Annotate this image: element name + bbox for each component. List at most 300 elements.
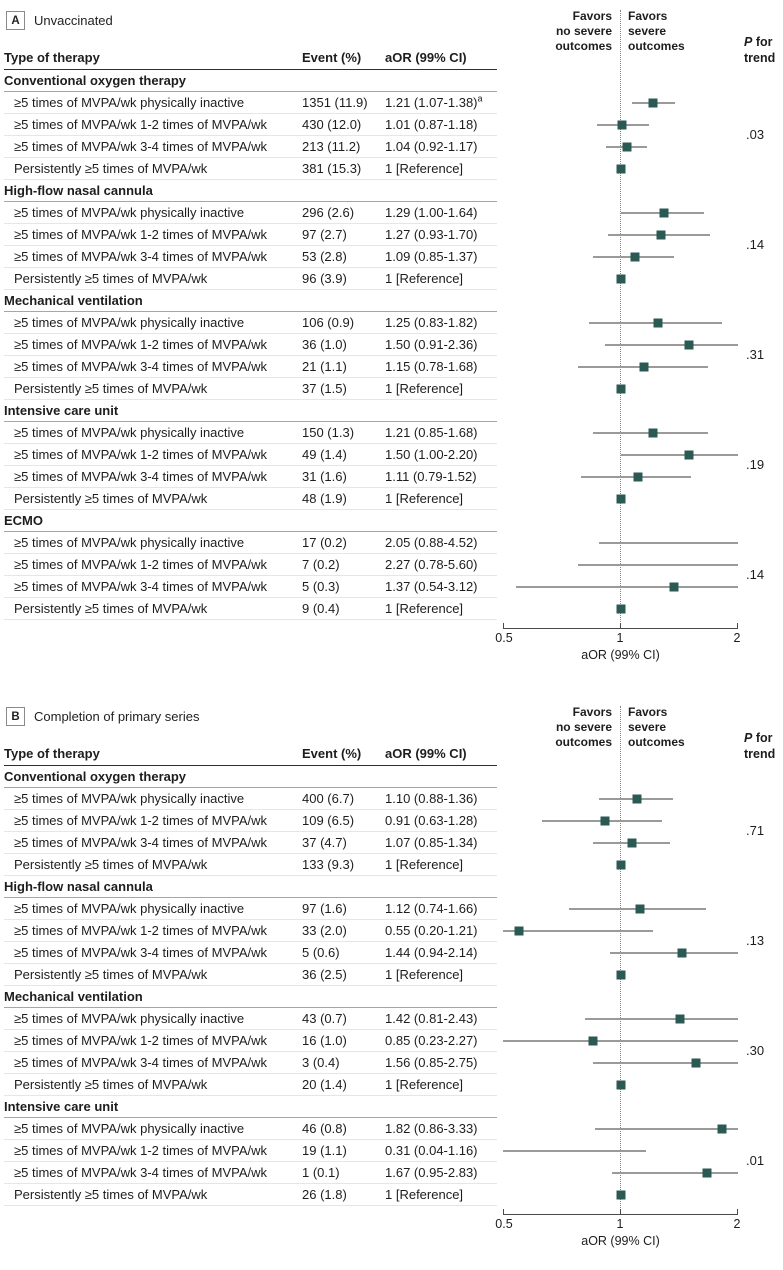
favors-right-line3: outcomes xyxy=(628,39,685,53)
therapy-group-header: Mechanical ventilation xyxy=(4,290,497,312)
forest-row-plot xyxy=(503,356,738,378)
row-event-value: 37 (1.5) xyxy=(302,381,347,396)
row-aor-value: 1.11 (0.79-1.52) xyxy=(385,469,477,484)
point-estimate-marker xyxy=(678,949,687,958)
forest-row-plot xyxy=(503,268,738,290)
row-aor-value: 1.50 (0.91-2.36) xyxy=(385,337,478,352)
row-aor-value: 1.09 (0.85-1.37) xyxy=(385,249,478,264)
row-table-cells xyxy=(4,1184,497,1206)
row-label: ≥5 times of MVPA/wk 1-2 times of MVPA/wk xyxy=(14,923,267,938)
forest-row-plot xyxy=(503,92,738,114)
row-label: Persistently ≥5 times of MVPA/wk xyxy=(14,161,208,176)
point-estimate-marker xyxy=(616,861,625,870)
row-label: ≥5 times of MVPA/wk 3-4 times of MVPA/wk xyxy=(14,139,267,154)
column-header-aor: aOR (99% CI) xyxy=(385,50,467,65)
row-event-value: 97 (2.7) xyxy=(302,227,347,242)
row-table-cells xyxy=(4,1030,497,1052)
column-header-event: Event (%) xyxy=(302,746,362,761)
row-aor-value: 1.07 (0.85-1.34) xyxy=(385,835,478,850)
favors-right-line2: severe xyxy=(628,24,667,38)
therapy-group-header: Intensive care unit xyxy=(4,400,497,422)
row-event-value: 36 (2.5) xyxy=(302,967,347,982)
favors-left-line1: Favors xyxy=(572,9,612,23)
row-aor-value: 2.05 (0.88-4.52) xyxy=(385,535,478,550)
row-aor-value: 0.91 (0.63-1.28) xyxy=(385,813,478,828)
favors-right-line2: severe xyxy=(628,720,667,734)
table-row xyxy=(4,1052,783,1074)
row-label: ≥5 times of MVPA/wk 3-4 times of MVPA/wk xyxy=(14,359,267,374)
row-label: Persistently ≥5 times of MVPA/wk xyxy=(14,1077,208,1092)
column-headers xyxy=(4,50,497,70)
table-row xyxy=(4,942,783,964)
point-estimate-marker xyxy=(600,817,609,826)
row-table-cells xyxy=(4,1074,497,1096)
row-label: Persistently ≥5 times of MVPA/wk xyxy=(14,381,208,396)
row-table-cells xyxy=(4,312,497,334)
p-italic: P xyxy=(744,34,753,49)
point-estimate-marker xyxy=(685,451,694,460)
panel-a xyxy=(4,6,783,668)
therapy-group xyxy=(4,876,783,986)
table-row xyxy=(4,854,783,876)
table-row xyxy=(4,466,783,488)
row-label: ≥5 times of MVPA/wk physically inactive xyxy=(14,1011,245,1026)
point-estimate-marker xyxy=(588,1037,597,1046)
column-header-therapy: Type of therapy xyxy=(4,746,100,761)
confidence-interval-line xyxy=(605,344,738,346)
favors-right-line1: Favors xyxy=(628,9,668,23)
favors-left-line3: outcomes xyxy=(555,39,612,53)
favors-severe-label xyxy=(628,705,685,750)
p-for-trend-value: .30 xyxy=(746,1043,765,1058)
row-event-value: 43 (0.7) xyxy=(302,1011,347,1026)
forest-row-plot xyxy=(503,202,738,224)
row-aor-value: 1.01 (0.87-1.18) xyxy=(385,117,478,132)
row-label: ≥5 times of MVPA/wk physically inactive xyxy=(14,315,245,330)
row-label: ≥5 times of MVPA/wk 1-2 times of MVPA/wk xyxy=(14,557,267,572)
table-row xyxy=(4,1030,783,1052)
confidence-interval-line xyxy=(593,1062,738,1064)
table-row xyxy=(4,312,783,334)
column-header-aor: aOR (99% CI) xyxy=(385,746,467,761)
forest-row-plot xyxy=(503,532,738,554)
p-for-trend-value: .31 xyxy=(746,347,765,362)
footnote-superscript: a xyxy=(477,93,483,104)
row-table-cells xyxy=(4,136,497,158)
therapy-group xyxy=(4,510,783,620)
favors-left-line2: no severe xyxy=(555,720,612,734)
row-table-cells xyxy=(4,246,497,268)
therapy-group xyxy=(4,180,783,290)
p-italic: P xyxy=(744,730,753,745)
row-aor-value: 1.27 (0.93-1.70) xyxy=(385,227,478,242)
confidence-interval-line xyxy=(585,1018,738,1020)
row-aor-value: 1 [Reference] xyxy=(385,491,464,506)
panel-title-text: Unvaccinated xyxy=(34,13,113,28)
point-estimate-marker xyxy=(648,429,657,438)
row-table-cells xyxy=(4,598,497,620)
row-table-cells xyxy=(4,554,497,576)
x-axis-title: aOR (99% CI) xyxy=(581,648,660,662)
point-estimate-marker xyxy=(616,275,625,284)
confidence-interval-line xyxy=(612,1172,738,1174)
row-table-cells xyxy=(4,920,497,942)
row-event-value: 133 (9.3) xyxy=(302,857,355,872)
forest-row-plot xyxy=(503,854,738,876)
row-table-cells xyxy=(4,832,497,854)
row-event-value: 7 (0.2) xyxy=(302,557,340,572)
row-event-value: 37 (4.7) xyxy=(302,835,347,850)
row-event-value: 31 (1.6) xyxy=(302,469,347,484)
row-label: ≥5 times of MVPA/wk physically inactive xyxy=(14,901,245,916)
table-row xyxy=(4,334,783,356)
panel-title-text: Completion of primary series xyxy=(34,709,200,724)
row-event-value: 96 (3.9) xyxy=(302,271,347,286)
row-label: ≥5 times of MVPA/wk 3-4 times of MVPA/wk xyxy=(14,469,267,484)
row-event-value: 16 (1.0) xyxy=(302,1033,347,1048)
table-row xyxy=(4,554,783,576)
row-table-cells xyxy=(4,114,497,136)
point-estimate-marker xyxy=(685,341,694,350)
p-for-trend-value: .19 xyxy=(746,457,765,472)
row-table-cells xyxy=(4,532,497,554)
confidence-interval-line xyxy=(503,1150,646,1152)
row-table-cells xyxy=(4,92,497,114)
forest-row-plot xyxy=(503,114,738,136)
row-aor-value: 1 [Reference] xyxy=(385,967,464,982)
x-axis xyxy=(495,622,741,668)
row-label: ≥5 times of MVPA/wk 1-2 times of MVPA/wk xyxy=(14,1033,267,1048)
x-axis-tick xyxy=(620,623,621,628)
row-table-cells xyxy=(4,466,497,488)
table-row xyxy=(4,444,783,466)
row-event-value: 53 (2.8) xyxy=(302,249,347,264)
table-row xyxy=(4,810,783,832)
point-estimate-marker xyxy=(631,253,640,262)
row-label: ≥5 times of MVPA/wk 3-4 times of MVPA/wk xyxy=(14,249,267,264)
x-axis-tick xyxy=(620,1209,621,1214)
row-aor-value: 1 [Reference] xyxy=(385,601,464,616)
row-label: ≥5 times of MVPA/wk physically inactive xyxy=(14,425,245,440)
forest-row-plot xyxy=(503,964,738,986)
row-event-value: 109 (6.5) xyxy=(302,813,355,828)
p-for-trend-header xyxy=(744,730,775,767)
x-axis-line xyxy=(503,1214,738,1215)
table-row xyxy=(4,268,783,290)
forest-row-plot xyxy=(503,1118,738,1140)
row-label: ≥5 times of MVPA/wk physically inactive xyxy=(14,791,245,806)
forest-row-plot xyxy=(503,1140,738,1162)
row-aor-value: 2.27 (0.78-5.60) xyxy=(385,557,478,572)
table-row xyxy=(4,1162,783,1184)
therapy-group xyxy=(4,290,783,400)
row-label: ≥5 times of MVPA/wk physically inactive xyxy=(14,1121,245,1136)
row-aor-value: 0.85 (0.23-2.27) xyxy=(385,1033,478,1048)
row-table-cells xyxy=(4,334,497,356)
row-table-cells xyxy=(4,202,497,224)
point-estimate-marker xyxy=(616,971,625,980)
point-estimate-marker xyxy=(616,165,625,174)
row-aor-value: 1.67 (0.95-2.83) xyxy=(385,1165,478,1180)
row-label: Persistently ≥5 times of MVPA/wk xyxy=(14,857,208,872)
p-rest: for xyxy=(752,730,773,745)
row-aor-value: 1.37 (0.54-3.12) xyxy=(385,579,478,594)
favors-left-line3: outcomes xyxy=(555,735,612,749)
row-table-cells xyxy=(4,788,497,810)
point-estimate-marker xyxy=(718,1125,727,1134)
therapy-group-header: High-flow nasal cannula xyxy=(4,876,497,898)
row-label: Persistently ≥5 times of MVPA/wk xyxy=(14,271,208,286)
x-tick-label: 0.5 xyxy=(495,631,513,645)
table-row xyxy=(4,246,783,268)
row-label: Persistently ≥5 times of MVPA/wk xyxy=(14,1187,208,1202)
row-aor-value: 0.55 (0.20-1.21) xyxy=(385,923,478,938)
favors-left-line1: Favors xyxy=(572,705,612,719)
table-row xyxy=(4,1118,783,1140)
row-table-cells xyxy=(4,1140,497,1162)
p-rest: for xyxy=(752,34,773,49)
point-estimate-marker xyxy=(515,927,524,936)
point-estimate-marker xyxy=(640,363,649,372)
table-row xyxy=(4,598,783,620)
row-table-cells xyxy=(4,942,497,964)
row-table-cells xyxy=(4,422,497,444)
table-row xyxy=(4,964,783,986)
point-estimate-marker xyxy=(669,583,678,592)
table-row xyxy=(4,1140,783,1162)
row-table-cells xyxy=(4,1008,497,1030)
row-aor-value: 1.21 (0.85-1.68) xyxy=(385,425,478,440)
forest-row-plot xyxy=(503,334,738,356)
row-event-value: 430 (12.0) xyxy=(302,117,362,132)
therapy-group xyxy=(4,70,783,180)
row-event-value: 9 (0.4) xyxy=(302,601,340,616)
x-axis-tick xyxy=(503,1209,504,1214)
column-header-event: Event (%) xyxy=(302,50,362,65)
therapy-group-header: Intensive care unit xyxy=(4,1096,497,1118)
panel-b xyxy=(4,702,783,1254)
forest-row-plot xyxy=(503,136,738,158)
row-aor-value: 1.50 (1.00-2.20) xyxy=(385,447,478,462)
confidence-interval-line xyxy=(503,930,653,932)
row-aor-value: 1.29 (1.00-1.64) xyxy=(385,205,478,220)
forest-row-plot xyxy=(503,598,738,620)
row-aor-value: 1.21 $(1.07-1.38)^a$ xyxy=(385,93,483,110)
row-table-cells xyxy=(4,158,497,180)
forest-row-plot xyxy=(503,554,738,576)
row-event-value: 20 (1.4) xyxy=(302,1077,347,1092)
table-row xyxy=(4,1184,783,1206)
row-table-cells xyxy=(4,810,497,832)
forest-row-plot xyxy=(503,466,738,488)
row-event-value: 26 (1.8) xyxy=(302,1187,347,1202)
forest-row-plot xyxy=(503,1162,738,1184)
row-aor-value: 1 [Reference] xyxy=(385,857,464,872)
row-aor-value: 1 [Reference] xyxy=(385,161,464,176)
x-axis xyxy=(495,1208,741,1254)
point-estimate-marker xyxy=(627,839,636,848)
table-row xyxy=(4,92,783,114)
favors-right-line1: Favors xyxy=(628,705,668,719)
row-event-value: 150 (1.3) xyxy=(302,425,355,440)
row-label: ≥5 times of MVPA/wk physically inactive xyxy=(14,95,245,110)
panel-letter-badge: A xyxy=(6,11,25,30)
row-label: ≥5 times of MVPA/wk 1-2 times of MVPA/wk xyxy=(14,1143,267,1158)
x-tick-label: 0.5 xyxy=(495,1217,513,1231)
panel-title xyxy=(6,707,199,726)
table-row xyxy=(4,114,783,136)
panel-title xyxy=(6,11,113,30)
point-estimate-marker xyxy=(654,319,663,328)
therapy-group-header: Mechanical ventilation xyxy=(4,986,497,1008)
row-event-value: 1351 (11.9) xyxy=(302,95,368,110)
favors-no-severe-label xyxy=(503,9,612,54)
row-table-cells xyxy=(4,1052,497,1074)
table-row xyxy=(4,576,783,598)
row-table-cells xyxy=(4,444,497,466)
panel-b-head xyxy=(4,702,783,766)
p-for-trend-header xyxy=(744,34,775,71)
p-line2: trend xyxy=(744,50,776,65)
point-estimate-marker xyxy=(616,1191,625,1200)
x-tick-label: 2 xyxy=(733,631,741,645)
forest-row-plot xyxy=(503,810,738,832)
row-label: ≥5 times of MVPA/wk 1-2 times of MVPA/wk xyxy=(14,117,267,132)
row-event-value: 33 (2.0) xyxy=(302,923,347,938)
row-label: ≥5 times of MVPA/wk 1-2 times of MVPA/wk xyxy=(14,227,267,242)
point-estimate-marker xyxy=(623,143,632,152)
table-row xyxy=(4,136,783,158)
therapy-group xyxy=(4,1096,783,1206)
row-event-value: 97 (1.6) xyxy=(302,901,347,916)
table-row xyxy=(4,832,783,854)
forest-row-plot xyxy=(503,832,738,854)
row-event-value: 19 (1.1) xyxy=(302,1143,347,1158)
row-event-value: 48 (1.9) xyxy=(302,491,347,506)
x-axis-title: aOR (99% CI) xyxy=(581,1234,660,1248)
therapy-group xyxy=(4,766,783,876)
panel-letter-badge: B xyxy=(6,707,25,726)
table-row xyxy=(4,356,783,378)
forest-row-plot xyxy=(503,158,738,180)
x-tick-label: 2 xyxy=(733,1217,741,1231)
panel-a-head xyxy=(4,6,783,70)
row-label: ≥5 times of MVPA/wk 1-2 times of MVPA/wk xyxy=(14,813,267,828)
row-aor-value: 1.10 (0.88-1.36) xyxy=(385,791,478,806)
point-estimate-marker xyxy=(675,1015,684,1024)
forest-row-plot xyxy=(503,1074,738,1096)
row-table-cells xyxy=(4,488,497,510)
point-estimate-marker xyxy=(634,473,643,482)
favors-right-line3: outcomes xyxy=(628,735,685,749)
x-axis-tick xyxy=(737,623,738,628)
row-label: ≥5 times of MVPA/wk physically inactive xyxy=(14,535,245,550)
row-aor-value: 1 [Reference] xyxy=(385,271,464,286)
row-aor-value: 1.44 (0.94-2.14) xyxy=(385,945,478,960)
point-estimate-marker xyxy=(648,99,657,108)
forest-row-plot xyxy=(503,942,738,964)
forest-row-plot xyxy=(503,788,738,810)
x-axis-tick xyxy=(737,1209,738,1214)
row-label: ≥5 times of MVPA/wk 3-4 times of MVPA/wk xyxy=(14,1165,267,1180)
panel-b-rows xyxy=(4,766,783,1206)
point-estimate-marker xyxy=(691,1059,700,1068)
row-aor-value: 1 [Reference] xyxy=(385,1187,464,1202)
favors-left-line2: no severe xyxy=(555,24,612,38)
row-aor-value: 1.15 (0.78-1.68) xyxy=(385,359,478,374)
row-event-value: 49 (1.4) xyxy=(302,447,347,462)
point-estimate-marker xyxy=(632,795,641,804)
row-table-cells xyxy=(4,1118,497,1140)
forest-row-plot xyxy=(503,488,738,510)
point-estimate-marker xyxy=(616,1081,625,1090)
forest-row-plot xyxy=(503,444,738,466)
row-event-value: 381 (15.3) xyxy=(302,161,362,176)
row-label: Persistently ≥5 times of MVPA/wk xyxy=(14,601,208,616)
point-estimate-marker xyxy=(618,121,627,130)
row-label: ≥5 times of MVPA/wk 1-2 times of MVPA/wk xyxy=(14,447,267,462)
row-event-value: 21 (1.1) xyxy=(302,359,347,374)
row-table-cells xyxy=(4,854,497,876)
p-for-trend-value: .03 xyxy=(746,127,765,142)
forest-row-plot xyxy=(503,920,738,942)
row-label: Persistently ≥5 times of MVPA/wk xyxy=(14,491,208,506)
confidence-interval-line xyxy=(503,1040,738,1042)
row-event-value: 3 (0.4) xyxy=(302,1055,340,1070)
row-event-value: 5 (0.6) xyxy=(302,945,340,960)
p-for-trend-value: .14 xyxy=(746,567,765,582)
row-event-value: 5 (0.3) xyxy=(302,579,340,594)
forest-row-plot xyxy=(503,312,738,334)
row-aor-value: 1.04 (0.92-1.17) xyxy=(385,139,478,154)
x-tick-label: 1 xyxy=(616,631,624,645)
p-for-trend-value: .14 xyxy=(746,237,765,252)
point-estimate-marker xyxy=(616,605,625,614)
row-event-value: 17 (0.2) xyxy=(302,535,347,550)
row-event-value: 213 (11.2) xyxy=(302,139,361,154)
row-table-cells xyxy=(4,224,497,246)
confidence-interval-line xyxy=(599,542,738,544)
table-row xyxy=(4,224,783,246)
row-table-cells xyxy=(4,378,497,400)
row-aor-value: 1 [Reference] xyxy=(385,1077,464,1092)
point-estimate-marker xyxy=(616,385,625,394)
row-label: ≥5 times of MVPA/wk 3-4 times of MVPA/wk xyxy=(14,835,267,850)
table-row xyxy=(4,378,783,400)
p-for-trend-value: .01 xyxy=(746,1153,765,1168)
p-for-trend-value: .13 xyxy=(746,933,765,948)
forest-row-plot xyxy=(503,378,738,400)
row-table-cells xyxy=(4,576,497,598)
forest-row-plot xyxy=(503,422,738,444)
point-estimate-marker xyxy=(635,905,644,914)
point-estimate-marker xyxy=(657,231,666,240)
x-axis-tick xyxy=(503,623,504,628)
table-row xyxy=(4,532,783,554)
row-label: ≥5 times of MVPA/wk 3-4 times of MVPA/wk xyxy=(14,1055,267,1070)
table-row xyxy=(4,488,783,510)
x-tick-label: 1 xyxy=(616,1217,624,1231)
table-row xyxy=(4,898,783,920)
table-row xyxy=(4,788,783,810)
row-event-value: 400 (6.7) xyxy=(302,791,355,806)
therapy-group-header: ECMO xyxy=(4,510,497,532)
row-aor-value: 1 [Reference] xyxy=(385,381,464,396)
confidence-interval-line xyxy=(610,952,738,954)
row-aor-value: 1.56 (0.85-2.75) xyxy=(385,1055,478,1070)
point-estimate-marker xyxy=(659,209,668,218)
favors-no-severe-label xyxy=(503,705,612,750)
